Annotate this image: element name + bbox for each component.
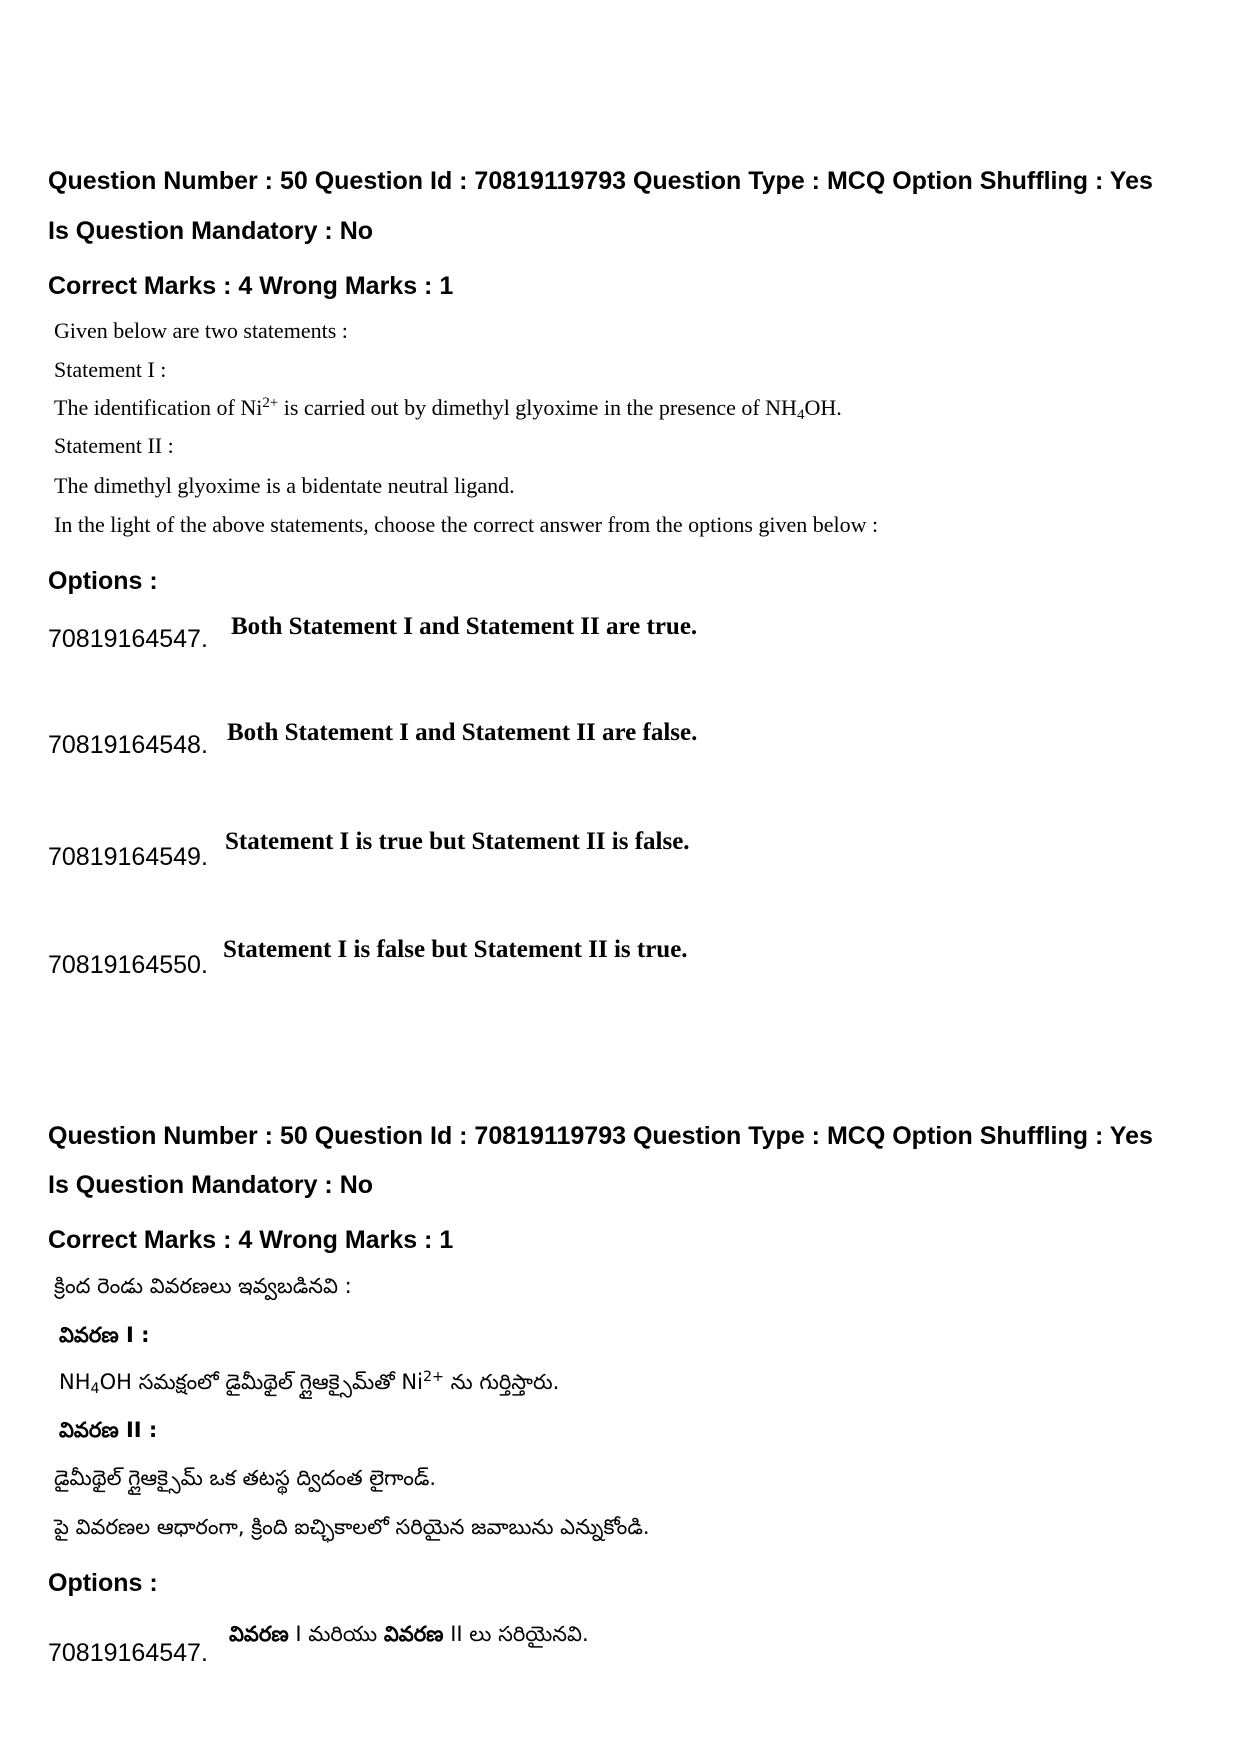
- option-text: Statement I is true but Statement II is false.: [225, 828, 690, 855]
- statement-ii-label: వివరణ II :: [59, 1418, 158, 1442]
- correct-marks: Correct Marks : 4: [48, 1226, 253, 1254]
- question-instruction: In the light of the above statements, choose the correct answer from the options given below :: [54, 512, 879, 537]
- question-marks: [48, 271, 453, 301]
- option-text-part: వివరణ: [383, 1622, 444, 1646]
- statement-ii-text: The dimethyl glyoxime is a bidentate neutral ligand.: [54, 473, 515, 498]
- question-type: Question Type : MCQ: [632, 167, 886, 195]
- question-id: Question Id : 70819119793: [314, 167, 626, 195]
- statement-ii-label: Statement II :: [54, 433, 174, 458]
- option-text-part: I మరియు: [288, 1622, 384, 1646]
- option-text: Both Statement I and Statement II are true.: [231, 613, 698, 640]
- wrong-marks: Wrong Marks : 1: [259, 272, 454, 300]
- option-id: 70819164550.: [48, 951, 208, 979]
- statement-i-part: NH: [59, 1370, 91, 1394]
- question-mandatory: Is Question Mandatory : No: [48, 217, 374, 245]
- statement-i-text: [59, 1367, 559, 1400]
- statement-i-text: [54, 393, 842, 426]
- statement-ii-text: డైమీథైల్ గ్లైఆక్సైమ్ ఒక తటస్థ ద్విదంత లైగాండ్.: [54, 1466, 437, 1490]
- option-text: Statement I is false but Statement II is true.: [223, 936, 688, 963]
- statement-i-part: is carried out by dimethyl glyoxime in the presence of NH: [278, 395, 797, 420]
- question-instruction: పై వివరణల ఆధారంగా, క్రింది ఐచ్ఛికాలలో సరియైన జవాబును ఎన్నుకోండి.: [54, 1515, 650, 1539]
- option-shuffling: Option Shuffling : Yes: [892, 167, 1153, 195]
- question-id: Question Id : 70819119793: [314, 1122, 626, 1150]
- statement-i-part: OH.: [804, 395, 842, 420]
- option-text-part: వివరణ: [229, 1622, 289, 1646]
- formula-subscript: 4: [90, 1381, 100, 1398]
- statement-i-label: వివరణ I :: [59, 1323, 150, 1347]
- question-type: Question Type : MCQ: [632, 1122, 886, 1150]
- question-intro: Given below are two statements :: [54, 318, 348, 343]
- question-header: [48, 1121, 1153, 1151]
- option-id: 70819164547.: [48, 625, 208, 653]
- statement-i-label: Statement I :: [54, 357, 167, 382]
- question-header: [48, 166, 1153, 196]
- statement-i-part: The identification of Ni: [54, 395, 263, 420]
- option-id: 70819164548.: [48, 731, 208, 759]
- charge-superscript: 2+: [422, 1369, 444, 1386]
- statement-i-part: OH సమక్షంలో డైమీథైల్ గ్లైఆక్సైమ్‌తో Ni: [99, 1370, 423, 1394]
- option-text-part: II లు సరియైనవి.: [443, 1622, 589, 1646]
- option-id: 70819164549.: [48, 843, 208, 871]
- charge-superscript: 2+: [262, 394, 279, 411]
- question-marks: [48, 1225, 453, 1255]
- formula-subscript: 4: [796, 407, 805, 424]
- option-text: [229, 1619, 589, 1649]
- option-id: 70819164547.: [48, 1639, 208, 1667]
- options-label: Options :: [48, 1569, 158, 1597]
- question-mandatory: Is Question Mandatory : No: [48, 1171, 374, 1199]
- question-number: Question Number : 50: [48, 167, 308, 195]
- option-text: Both Statement I and Statement II are false.: [227, 719, 698, 746]
- wrong-marks: Wrong Marks : 1: [259, 1226, 454, 1254]
- statement-i-part: ను గుర్తిస్తారు.: [443, 1370, 560, 1394]
- options-label: Options :: [48, 567, 158, 595]
- option-shuffling: Option Shuffling : Yes: [892, 1122, 1153, 1150]
- question-intro: క్రింద రెండు వివరణలు ఇవ్వబడినవి :: [54, 1274, 352, 1298]
- correct-marks: Correct Marks : 4: [48, 272, 253, 300]
- question-number: Question Number : 50: [48, 1122, 308, 1150]
